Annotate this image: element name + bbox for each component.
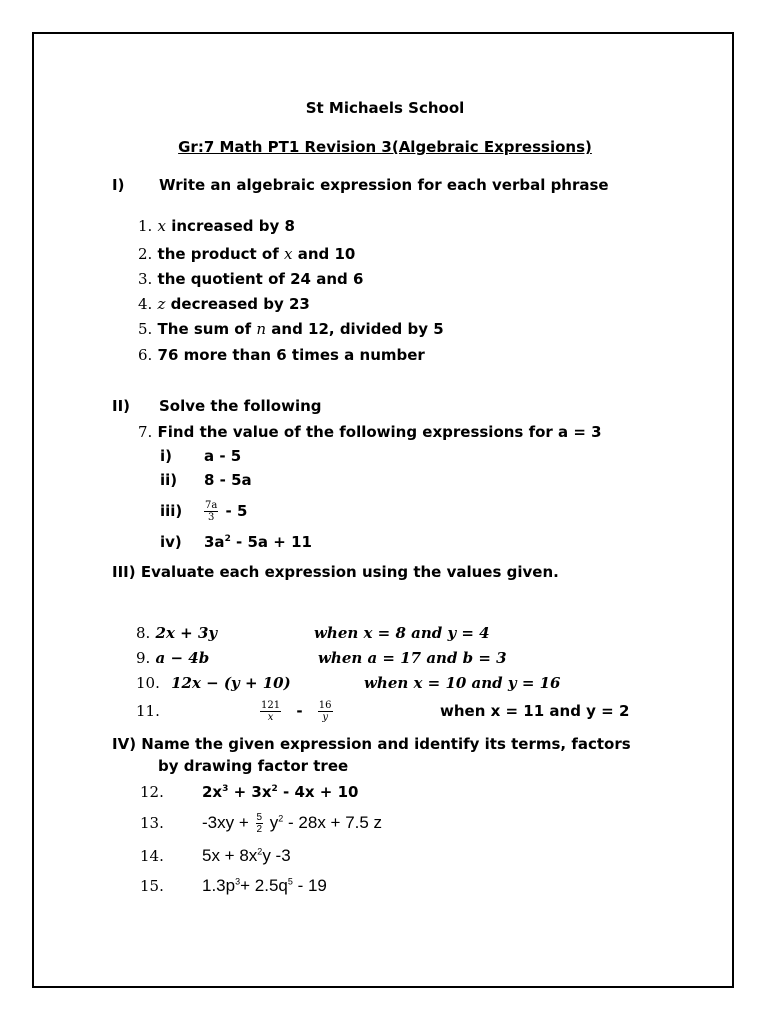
list-item-5: 5. The sum of n and 12, divided by 5 xyxy=(138,320,444,338)
question-10: 10. 12x − (y + 10) when x = 10 and y = 16 xyxy=(136,674,561,692)
section-3-heading: III) Evaluate each expression using the values given. xyxy=(112,563,559,581)
question-7-part-ii: ii) 8 - 5a xyxy=(160,471,252,489)
section-4-heading-cont: by drawing factor tree xyxy=(158,757,349,775)
section-2-heading: II) Solve the following xyxy=(112,397,322,415)
section-1-heading: I) Write an algebraic expression for each verbal phrase xyxy=(112,176,609,194)
list-item-2: 2. the product of x and 10 xyxy=(138,245,356,263)
question-7-part-iv: iv) $3a^2 - 5a + 11$ xyxy=(160,533,312,551)
question-11: 11. $\frac{121}{x}$ - $\frac{16}{y}$ when x = 11 and y = 2 xyxy=(136,700,630,723)
question-8: 8. 2x + 3y when x = 8 and y = 4 xyxy=(136,624,490,642)
section-roman: II) xyxy=(112,397,131,415)
question-7-part-i: i) a - 5 xyxy=(160,447,242,465)
question-14: 14. $5x + 8x^2y$ -3 xyxy=(140,846,291,865)
worksheet-title: Gr:7 Math PT1 Revision 3(Algebraic Expressions) xyxy=(178,138,592,156)
section-4-heading: IV) Name the given expression and identify its terms, factors xyxy=(112,735,631,753)
section-roman: I) xyxy=(112,176,125,194)
question-7: 7. Find the value of the following expressions for a = 3 xyxy=(138,423,602,441)
list-item-3: 3. the quotient of 24 and 6 xyxy=(138,270,364,288)
list-item-1: 1. x increased by 8 xyxy=(138,217,295,235)
question-7-part-iii: iii) $\frac{7a}{3}$ - 5 xyxy=(160,500,248,523)
list-item-6: 6. 76 more than 6 times a number xyxy=(138,346,425,364)
question-13: 13. -3xy + $\frac{5}{2}$ $y^2 - 28x + 7.5$ z xyxy=(140,812,383,836)
question-12: 12. $2x^3 + 3x^2 - 4x + 10$ xyxy=(140,783,359,801)
school-name: St Michaels School xyxy=(305,99,465,117)
question-15: 15. $1.3p^3+ 2.5q^5 - 19$ xyxy=(140,876,327,895)
worksheet-frame xyxy=(32,32,734,988)
list-item-4: 4. z decreased by 23 xyxy=(138,295,310,313)
question-9: 9. a − 4b when a = 17 and b = 3 xyxy=(136,649,507,667)
